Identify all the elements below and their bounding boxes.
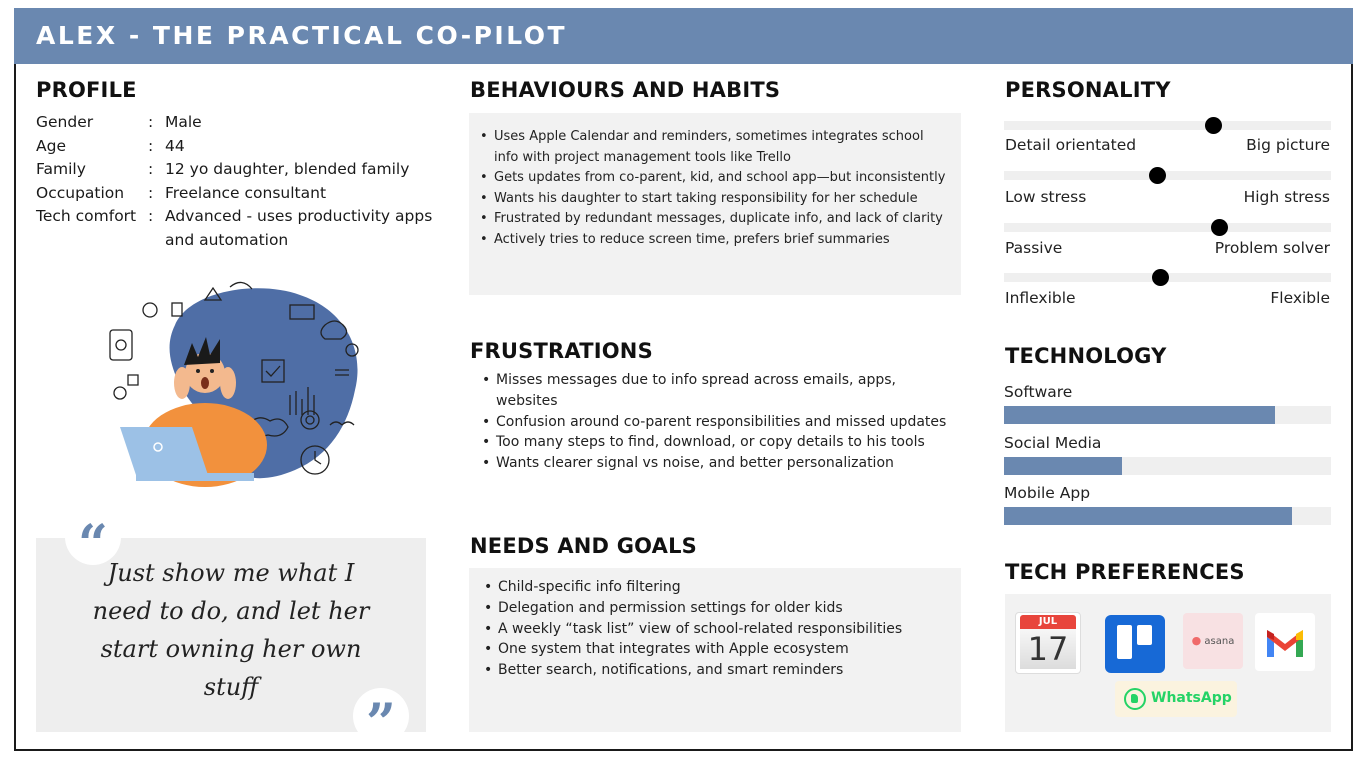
frustrations-heading: FRUSTRATIONS xyxy=(470,339,653,363)
frustrations-list xyxy=(480,370,960,474)
asana-app-icon: ● asana xyxy=(1183,613,1243,669)
profile-value: 44 xyxy=(165,136,185,155)
personality-track xyxy=(1004,171,1331,180)
list-item: • Delegation and permission settings for older kids xyxy=(482,598,952,619)
profile-row-age: Age : 44 xyxy=(36,135,446,159)
profile-value: 12 yo daughter, blended family xyxy=(165,160,410,179)
profile-row-gender: Gender : Male xyxy=(36,111,446,135)
tech-label: Software xyxy=(1004,383,1073,401)
list-item: • Frustrated by redundant messages, duplicate info, and lack of clarity xyxy=(478,209,948,230)
trello-app-icon xyxy=(1105,615,1165,673)
profile-value: Male xyxy=(165,113,202,131)
scale-left-label: Inflexible xyxy=(1005,289,1076,307)
needs-heading: NEEDS AND GOALS xyxy=(470,534,697,558)
list-item: • Confusion around co-parent responsibilities and missed updates xyxy=(480,412,960,433)
profile-label: Age xyxy=(36,136,66,155)
scale-right-label: Problem solver xyxy=(1214,239,1330,257)
quote-text: Just show me what I need to do, and let her start owning her own stuff xyxy=(92,559,370,701)
list-item: • Wants his daughter to start taking responsibility for her schedule xyxy=(478,189,948,210)
tech-label: Mobile App xyxy=(1004,484,1091,502)
personality-track xyxy=(1004,273,1331,282)
list-item: • One system that integrates with Apple ecosystem xyxy=(482,639,952,660)
list-item: • Actively tries to reduce screen time, prefers brief summaries xyxy=(478,230,948,251)
list-item: • Too many steps to find, download, or copy details to his tools xyxy=(480,432,960,453)
scale-left-label: Detail orientated xyxy=(1005,136,1137,154)
gmail-app-icon xyxy=(1255,613,1315,671)
technology-heading: TECHNOLOGY xyxy=(1005,344,1167,368)
profile-label: Family xyxy=(36,160,86,179)
tech-bar-fill xyxy=(1004,507,1292,525)
behaviours-heading: BEHAVIOURS AND HABITS xyxy=(470,78,781,102)
page-title: ALEX - THE PRACTICAL CO-PILOT xyxy=(36,21,568,50)
tech-bar-fill xyxy=(1004,457,1122,475)
profile-value: Advanced - uses productivity apps and automation xyxy=(165,207,433,249)
list-item: • Wants clearer signal vs noise, and better personalization xyxy=(480,453,960,474)
tech-label: Social Media xyxy=(1004,434,1102,452)
list-item: • A weekly “task list” view of school-related responsibilities xyxy=(482,619,952,640)
quote-close-icon: ” xyxy=(353,688,409,744)
quote-open-icon: “ xyxy=(65,509,121,565)
scale-right-label: Flexible xyxy=(1270,289,1330,307)
scale-right-label: High stress xyxy=(1243,188,1330,206)
scale-right-label: Big picture xyxy=(1246,136,1330,154)
personality-heading: PERSONALITY xyxy=(1005,78,1171,102)
profile-label: Tech comfort xyxy=(36,207,137,226)
title-banner xyxy=(14,8,1353,64)
profile-value: Freelance consultant xyxy=(165,183,327,202)
list-item: • Child-specific info filtering xyxy=(482,577,952,598)
profile-label: Gender xyxy=(36,113,94,131)
profile-row-tech-comfort: Tech comfort : Advanced - uses productivity apps and automation xyxy=(36,205,446,252)
tech-bar-fill xyxy=(1004,406,1275,424)
tech-bar xyxy=(1004,457,1331,475)
profile-heading: PROFILE xyxy=(36,78,137,102)
list-item: • Gets updates from co-parent, kid, and school app—but inconsistently xyxy=(478,168,948,189)
tech-bar xyxy=(1004,406,1331,424)
needs-list xyxy=(482,577,952,681)
profile-list xyxy=(36,111,446,253)
whatsapp-label: WhatsApp xyxy=(1151,690,1232,706)
scale-left-label: Passive xyxy=(1005,239,1063,257)
whatsapp-app-icon xyxy=(1115,681,1237,717)
asana-label: asana xyxy=(1204,636,1235,647)
list-item: • Uses Apple Calendar and reminders, sometimes integrates school info with project management tools like Trello xyxy=(478,127,948,168)
scale-left-label: Low stress xyxy=(1005,188,1087,206)
profile-label: Occupation xyxy=(36,183,125,202)
profile-row-family: Family : 12 yo daughter, blended family xyxy=(36,158,446,182)
list-item: • Better search, notifications, and smart reminders xyxy=(482,660,952,681)
list-item: • Misses messages due to info spread across emails, apps, websites xyxy=(480,370,960,412)
calendar-month: JUL xyxy=(1020,615,1076,629)
tech-prefs-heading: TECH PREFERENCES xyxy=(1005,560,1245,584)
calendar-day: 17 xyxy=(1020,629,1076,669)
personality-track xyxy=(1004,121,1331,130)
personality-track xyxy=(1004,223,1331,232)
stressed-man-illustration xyxy=(80,275,380,495)
profile-row-occupation: Occupation : Freelance consultant xyxy=(36,182,446,206)
behaviours-list xyxy=(478,127,948,250)
tech-bar xyxy=(1004,507,1331,525)
calendar-app-icon xyxy=(1015,612,1081,674)
personality-marker xyxy=(1205,117,1222,134)
